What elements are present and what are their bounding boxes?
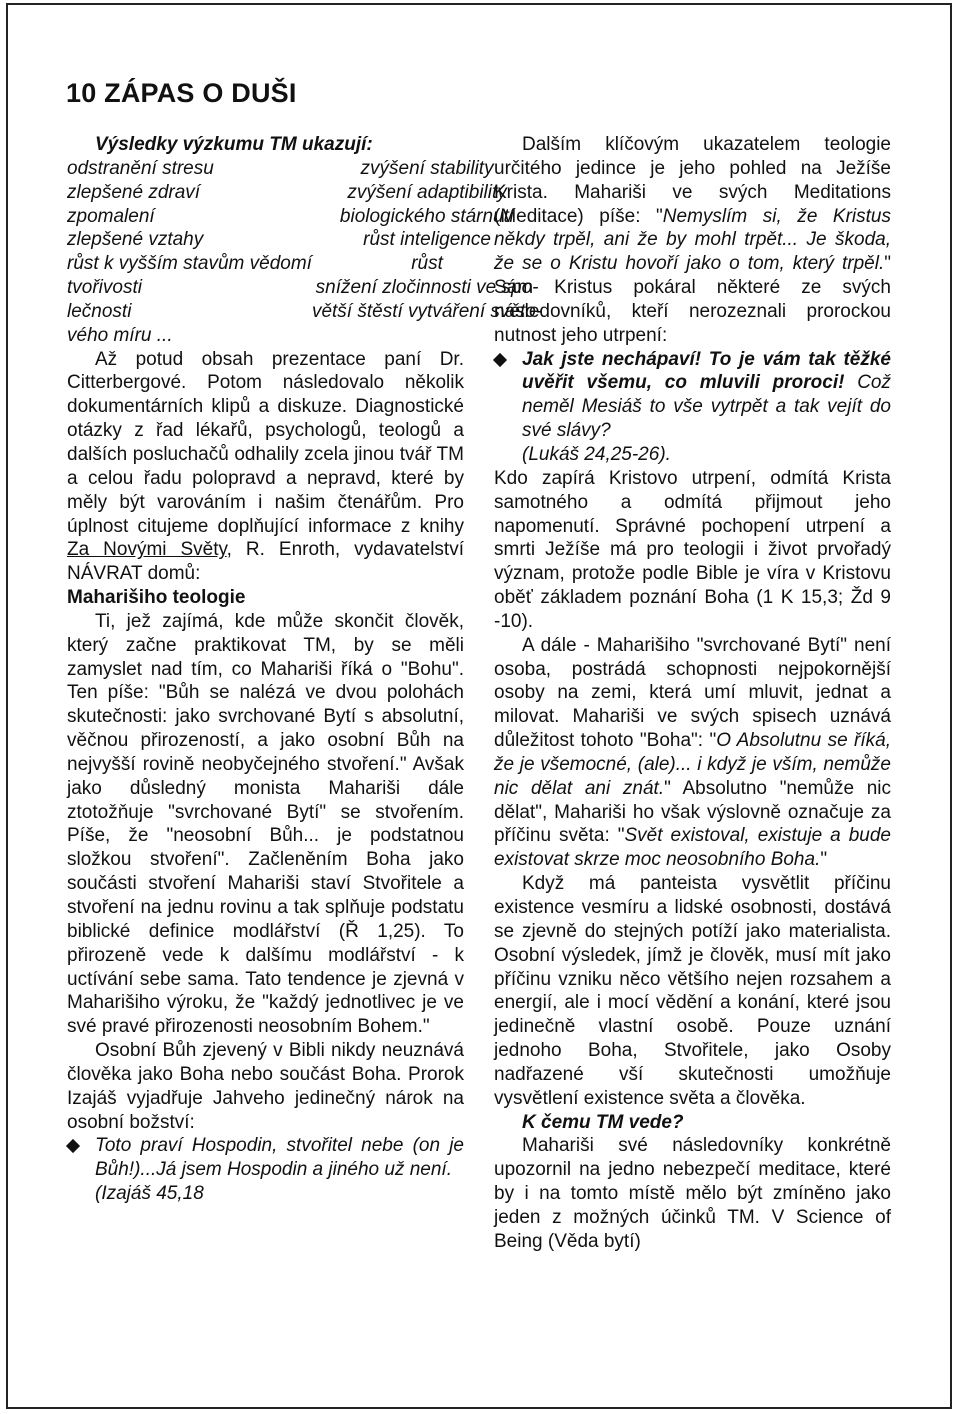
quote-reference: (Izajáš 45,18: [95, 1183, 204, 1205]
paragraph-danger: Mahariši své následovníky konkrétně upozornil na jedno nebezpečí meditace, které by i na tomto místě mělo být zmíněno jako jeden z možných účinků TM. V Science of Being (Věda bytí): [494, 1135, 891, 1252]
book-title-link: Za Novými Světy: [67, 539, 227, 561]
diamond-bullet-icon: [66, 1139, 80, 1153]
right-column: [494, 133, 891, 1254]
result-item: biologického stárnutí: [339, 205, 515, 227]
diamond-bullet-icon: [493, 353, 507, 367]
paragraph-personal-god: Osobní Bůh zjevený v Bibli nikdy neuznává člověka jako Boha nebo součást Boha. Prorok Izajáš vyjadřuje Jahveho jedinečný nárok na osobní božství:: [67, 1040, 464, 1133]
quote-isaiah: Toto praví Hospodin, stvořitel nebe (on je Bůh!)...Já jsem Hospodin a jiného už není. (Izajáš 45,18: [67, 1134, 464, 1206]
result-item: lečnosti: [67, 300, 132, 322]
paragraph-theology: Ti, jež zajímá, kde může skončit člověk, který začne praktikovat TM, by se měli zamyslet nad tím, co Mahariši říká o "Bohu". Ten píše: "Bůh se nalézá ve dvou polohách skutečnosti: jako svrchované Bytí s absolutní, věčnou přirozeností, a jako osobní Bůh na nejvyšší rovině neobyčejného stvoření." Avšak jako důsledný monista Mahariši dále ztotožňuje "svrchované Bytí" se stvořením. Píše, že "neosobní Bůh... je podstatnou složkou stvoření". Začleněním Boha jako součásti stvoření Mahariši staví Stvořitele a stvoření na jednu rovinu a tak splňuje podstatu biblické definice modlářství (Ř 1,25). To přirozeně vede k dalšímu modlářství - k uctívání sebe sama. Tato tendence je zjevná v Maharišiho výroku, že "každý jednotlivec je ve své pravé přirozenosti neosobním Bohem.": [67, 610, 464, 1038]
results-list: [67, 157, 543, 348]
paragraph-intro: Až potud obsah prezentace paní Dr. Citterbergové. Potom následovalo několik dokumentárních klipů a diskuze. Diagnostické otázky z řad lékařů, psychologů, teologů a dalších posluchačů odhalily zcela jinou tvář TM a celou řadu polopravd a nepravd, které by měly být varováním i našim čtenářům. Pro úplnost citujeme doplňující informace z knihy Za Novými Světy, R. Enroth, vydavatelství NÁVRAT domů:: [67, 348, 464, 585]
result-item: růst k vyšším stavům vědomí: [67, 253, 312, 275]
result-item: vého míru ...: [67, 324, 173, 346]
result-item: odstranění stresu: [67, 157, 214, 179]
section-heading-why: K čemu TM vede?: [522, 1111, 684, 1133]
results-heading: Výsledky výzkumu TM ukazují:: [95, 134, 373, 155]
left-column: [67, 133, 543, 1206]
quote-reference: (Lukáš 24,25-26).: [522, 443, 671, 465]
result-item: zpomalení: [67, 205, 155, 227]
result-item: větší štěstí vytváření světo-: [311, 300, 543, 322]
paragraph-christ: Dalším klíčovým ukazatelem teologie určitého jedince je jeho pohled na Ježíše Krista. Mahariši ve svých Meditations (Meditace) píše: "Nemyslím si, že Kristus někdy trpěl, ani že by mohl trpět... Je škoda, že se o Kristu hovoří jako o tom, který trpěl." Sám Kristus pokáral některé ze svých následovníků, kteří nerozeznali prorockou nutnost jeho utrpení:: [494, 134, 891, 346]
result-item: zlepšené zdraví: [67, 181, 201, 203]
result-item: zvýšení stability: [360, 157, 494, 179]
result-item: zlepšené vztahy: [67, 229, 204, 251]
result-item: růst: [411, 253, 443, 275]
paragraph-supreme-being: A dále - Maharišiho "svrchované Bytí" není osoba, postrádá schopnosti nejpokornější osoby na zemi, která umí mluvit, jednat a milovat. Mahariši ve svých spisech uznává důležitost tohoto "Boha": "O Absolutnu se říká, že je všemocné, (ale)... i když je vším, nemůže nic dělat ani znát." Absolutno "nemůže nic dělat", Mahariši ho však výslovně označuje za příčinu světa: "Svět existoval, existuje a bude existovat skrze moc neosobního Boha.": [494, 634, 892, 871]
paragraph-pantheist: Když má panteista vysvětlit příčinu existence vesmíru a lidské osobnosti, dostává se zjevně do stejných potíží jako materialista. Osobní výsledek, jímž je člověk, musí mít jako příčinu vzniku něco většího nejen rozsahem a energií, ale i mocí vědění a konání, které jsou jedinečně vlastní osobě. Pouze uznání jednoho Boha, Stvořitele, jako Osoby nadřazené vší skutečnosti umožňuje vysvětlení existence světa a člověka.: [494, 873, 891, 1109]
result-item: snížení zločinnosti ve spo-: [315, 277, 539, 299]
result-item: růst inteligence: [363, 229, 491, 251]
page-title: 10 ZÁPAS O DUŠI: [66, 78, 297, 108]
result-item: zvýšení adaptibility: [347, 181, 507, 203]
section-heading-theology: Maharišiho teologie: [67, 587, 246, 609]
quote-luke: Jak jste nechápaví! To je vám tak těžké uvěřit všemu, co mluvili proroci! Což neměl Mesiáš to vše vytrpět a tak vejít do své slávy? (Lukáš 24,25-26).: [494, 348, 891, 467]
paragraph-denial: Kdo zapírá Kristovo utrpení, odmítá Krista samotného a odmítá přijmout jeho napomenutí. Správné pochopení utrpení a smrti Ježíše má pro teologii i život prvořadý význam, protože podle Bible je víra v Kristovu oběť základem poznání Boha (1 K 15,3; Žd 9 -10).: [494, 467, 891, 632]
result-item: tvořivosti: [67, 277, 142, 299]
